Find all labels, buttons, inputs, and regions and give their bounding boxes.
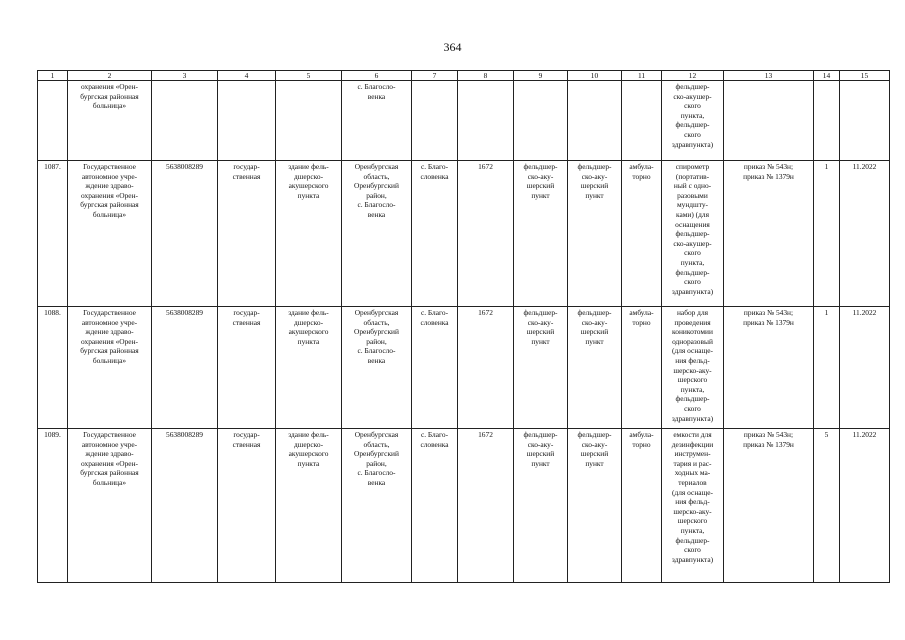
cell-text-line: государ- [233, 162, 260, 171]
cell-text-line: с. Благо- [420, 430, 449, 439]
table-cell [568, 81, 622, 161]
table-cell [458, 81, 514, 161]
cell-text-line: шерский [580, 449, 609, 459]
cell-text-line: шерского [677, 516, 708, 526]
cell-text-line: фельдшер- [675, 229, 710, 239]
cell-text-line: торно [632, 171, 651, 181]
table-cell [342, 81, 412, 161]
column-number: 3 [152, 71, 218, 81]
cell-text-line: пункт [585, 190, 604, 200]
cell-text-line: торно [632, 439, 651, 449]
table-cell [458, 307, 514, 429]
column-number: 11 [622, 71, 662, 81]
column-number: 14 [814, 71, 840, 81]
cell-text-line: Государственное [83, 308, 136, 317]
cell-text-line: приказ № 543н; [743, 430, 794, 439]
table-cell [814, 161, 840, 307]
cell-text-line: дшерско- [293, 171, 324, 181]
cell-text-line: 1 [824, 162, 829, 171]
cell-text-line: шерский [580, 181, 609, 191]
cell-text-line: фельдшер- [523, 162, 558, 171]
table-cell [568, 429, 622, 583]
cell-text-line: государ- [233, 430, 260, 439]
cell-text-line: спирометр [675, 162, 710, 171]
column-number: 2 [68, 71, 152, 81]
table-cell [514, 429, 568, 583]
table-cell [724, 307, 814, 429]
cell-text-line: Оренбургская [354, 430, 399, 439]
cell-text-line: здравпункта) [671, 554, 714, 564]
cell-text-line: пункт [585, 336, 604, 346]
cell-text-line: район, [366, 336, 387, 346]
cell-text-line: шерский [526, 449, 555, 459]
cell-text-line: пункта [297, 190, 320, 200]
cell-text-line: ского [684, 277, 701, 287]
table-cell [276, 81, 342, 161]
cell-text-line: словенка [420, 317, 449, 327]
cell-text-line: словенка [420, 439, 449, 449]
cell-text-line: коникотомии [672, 327, 713, 337]
cell-text-line: пункта [297, 336, 320, 346]
cell-text-line: район, [366, 458, 387, 468]
column-number: 1 [38, 71, 68, 81]
cell-text-line: ждение здраво- [85, 449, 134, 459]
column-number: 4 [218, 71, 276, 81]
cell-text-line: Оренбургская [354, 308, 399, 317]
table-cell [152, 429, 218, 583]
cell-text-line: (для оснаще- [672, 346, 713, 356]
cell-text-line: тария и рас- [673, 458, 712, 468]
cell-text-line: фельдшер- [523, 308, 558, 317]
cell-text-line: с. Благосло- [357, 468, 396, 478]
cell-text-line: бургская районная [80, 91, 139, 101]
cell-text-line: охранения «Орен- [81, 190, 138, 200]
cell-text-line: ходных ма- [674, 468, 711, 478]
cell-text-line: одноразовый [672, 336, 713, 346]
column-number: 5 [276, 71, 342, 81]
cell-text-line: амбула- [629, 308, 654, 317]
table-cell [38, 81, 68, 161]
cell-text-line: фельдшер- [675, 267, 710, 277]
cell-text-line: дшерско- [293, 317, 324, 327]
table-cell [514, 307, 568, 429]
cell-text-line: Государственное [83, 162, 136, 171]
table-row [38, 81, 890, 161]
cell-text-line: инструмен- [674, 449, 711, 459]
cell-text-line: фельдшер- [577, 308, 612, 317]
cell-text-line: приказ № 543н; [743, 162, 794, 171]
cell-text-line: шерско-аку- [673, 506, 712, 516]
cell-text-line: 5638008289 [166, 308, 203, 317]
cell-text-line: венка [367, 477, 386, 487]
cell-text-line: ско-акушер- [673, 238, 712, 248]
column-number: 6 [342, 71, 412, 81]
table-cell [568, 161, 622, 307]
cell-text-line: район, [366, 190, 387, 200]
cell-text-line: пункт [531, 190, 550, 200]
cell-text-line: шерский [526, 327, 555, 337]
cell-text-line: здравпункта) [671, 286, 714, 296]
cell-text-line: ского [684, 101, 701, 111]
cell-text-line: ско-аку- [581, 317, 608, 327]
page-number: 364 [443, 40, 462, 54]
cell-text-line: 5638008289 [166, 430, 203, 439]
cell-text-line: акушерского [288, 181, 329, 191]
cell-text-line: больница» [92, 209, 127, 219]
cell-text-line: ками) (для [675, 209, 709, 219]
table-cell [622, 307, 662, 429]
cell-text-line: ско-акушер- [673, 91, 712, 101]
table-cell [412, 429, 458, 583]
column-number: 13 [724, 71, 814, 81]
table-cell [840, 81, 890, 161]
cell-text-line: фельдшер- [675, 120, 710, 130]
cell-text-line: с. Благосло- [357, 82, 396, 91]
table-cell [412, 161, 458, 307]
cell-text-line: (портатив- [675, 171, 710, 181]
cell-text-line: больница» [92, 477, 127, 487]
table-cell [514, 161, 568, 307]
cell-text-line: охранения «Орен- [81, 82, 138, 91]
cell-text-line: охранения «Орен- [81, 458, 138, 468]
column-number: 9 [514, 71, 568, 81]
table-cell [622, 429, 662, 583]
cell-text-line: автономное учре- [81, 317, 138, 327]
cell-text-line: акушерского [288, 327, 329, 337]
cell-text-line: 5638008289 [166, 162, 203, 171]
table-cell [152, 81, 218, 161]
table-cell [342, 161, 412, 307]
table-cell [152, 161, 218, 307]
table-cell [276, 307, 342, 429]
column-number: 10 [568, 71, 622, 81]
table-cell [68, 429, 152, 583]
table-cell [38, 429, 68, 583]
table-cell [662, 307, 724, 429]
cell-text-line: область, [363, 439, 390, 449]
registry-table [37, 70, 890, 583]
cell-text-line: ственная [232, 439, 261, 449]
cell-text-line: дезинфекции [671, 439, 714, 449]
cell-text-line: ско-аку- [527, 317, 554, 327]
cell-text-line: шерский [526, 181, 555, 191]
table-cell [276, 429, 342, 583]
cell-text-line: область, [363, 171, 390, 181]
cell-text-line: здание фель- [288, 162, 329, 171]
table-cell [814, 307, 840, 429]
table-cell [814, 81, 840, 161]
cell-text-line: Оренбургский [354, 327, 399, 337]
table-cell [218, 161, 276, 307]
cell-text-line: пункта, [680, 257, 705, 267]
cell-text-line: с. Благо- [420, 308, 449, 317]
cell-text-line: больница» [92, 355, 127, 365]
cell-text-line: ско-аку- [527, 171, 554, 181]
cell-text-line: ждение здраво- [85, 181, 134, 191]
cell-text-line: здание фель- [288, 308, 329, 317]
cell-text-line: мундшту- [676, 200, 709, 210]
cell-text-line: ско-аку- [527, 439, 554, 449]
cell-text-line: ный с одно- [673, 181, 712, 191]
cell-text-line: ского [684, 129, 701, 139]
cell-text-line: пункта [297, 458, 320, 468]
cell-text-line: ско-аку- [581, 439, 608, 449]
cell-text-line: 11.2022 [852, 430, 877, 439]
cell-text-line: с. Благо- [420, 162, 449, 171]
cell-text-line: амбула- [629, 430, 654, 439]
column-number: 7 [412, 71, 458, 81]
table-cell [218, 429, 276, 583]
cell-text-line: больница» [92, 101, 127, 111]
cell-text-line: пункт [585, 458, 604, 468]
cell-text-line: область, [363, 317, 390, 327]
cell-text-line: с. Благосло- [357, 200, 396, 210]
table-cell [662, 81, 724, 161]
table-cell [412, 81, 458, 161]
table-cell [724, 429, 814, 583]
cell-text-line: 1672 [478, 308, 493, 317]
cell-text-line: здание фель- [288, 430, 329, 439]
table-body [38, 81, 890, 583]
cell-text-line: 1088. [44, 308, 61, 317]
table-cell [840, 429, 890, 583]
cell-text-line: ждение здраво- [85, 327, 134, 337]
cell-text-line: фельдшер- [577, 162, 612, 171]
cell-text-line: 1672 [478, 430, 493, 439]
cell-text-line: венка [367, 91, 386, 101]
cell-text-line: 1087. [44, 162, 61, 171]
table-cell [840, 161, 890, 307]
table-cell [68, 161, 152, 307]
column-number: 15 [840, 71, 890, 81]
cell-text-line: приказ № 543н; [743, 308, 794, 317]
cell-text-line: акушерского [288, 449, 329, 459]
cell-text-line: фельдшер- [675, 535, 710, 545]
cell-text-line: автономное учре- [81, 171, 138, 181]
table-row [38, 429, 890, 583]
cell-text-line: ско-аку- [581, 171, 608, 181]
cell-text-line: 5 [824, 430, 829, 439]
cell-text-line: ственная [232, 171, 261, 181]
cell-text-line: фельдшер- [577, 430, 612, 439]
cell-text-line: ского [684, 545, 701, 555]
cell-text-line: приказ № 1379н [743, 171, 794, 181]
cell-text-line: ственная [232, 317, 261, 327]
table-cell [568, 307, 622, 429]
table-cell [514, 81, 568, 161]
table-cell [276, 161, 342, 307]
cell-text-line: пункта, [680, 525, 705, 535]
cell-text-line: словенка [420, 171, 449, 181]
table-cell [622, 161, 662, 307]
cell-text-line: торно [632, 317, 651, 327]
table-cell [622, 81, 662, 161]
table-cell [724, 161, 814, 307]
cell-text-line: ского [684, 403, 701, 413]
cell-text-line: 1672 [478, 162, 493, 171]
cell-text-line: пункт [531, 458, 550, 468]
cell-text-line: охранения «Орен- [81, 336, 138, 346]
table-cell [342, 429, 412, 583]
table-cell [662, 429, 724, 583]
cell-text-line: шерский [580, 327, 609, 337]
cell-text-line: приказ № 1379н [743, 439, 794, 449]
cell-text-line: пункт [531, 336, 550, 346]
cell-text-line: оснащения [675, 219, 710, 229]
cell-text-line: венка [367, 209, 386, 219]
cell-text-line: проведения [674, 317, 711, 327]
cell-text-line: пункта, [680, 384, 705, 394]
table-cell [724, 81, 814, 161]
cell-text-line: ния фельд- [675, 355, 710, 365]
table-cell [412, 307, 458, 429]
table-row [38, 307, 890, 429]
cell-text-line: шерско-аку- [673, 365, 712, 375]
table-cell [68, 81, 152, 161]
cell-text-line: 1 [824, 308, 829, 317]
table-cell [218, 307, 276, 429]
cell-text-line: автономное учре- [81, 439, 138, 449]
cell-text-line: ского [684, 248, 701, 258]
cell-text-line: емкости для [673, 430, 712, 439]
cell-text-line: 11.2022 [852, 308, 877, 317]
cell-text-line: фельдшер- [523, 430, 558, 439]
table-cell [38, 161, 68, 307]
table-cell [458, 429, 514, 583]
cell-text-line: 11.2022 [852, 162, 877, 171]
cell-text-line: набор для [676, 308, 709, 317]
cell-text-line: здравпункта) [671, 413, 714, 423]
cell-text-line: ния фельд- [675, 497, 710, 507]
cell-text-line: Оренбургский [354, 181, 399, 191]
table-cell [840, 307, 890, 429]
cell-text-line: шерского [677, 375, 708, 385]
table-cell [68, 307, 152, 429]
column-number-row [38, 71, 890, 81]
table-cell [662, 161, 724, 307]
cell-text-line: разовыми [677, 190, 708, 200]
cell-text-line: Государственное [83, 430, 136, 439]
cell-text-line: 1089. [44, 430, 61, 439]
table-cell [458, 161, 514, 307]
table-cell [152, 307, 218, 429]
table-cell [814, 429, 840, 583]
cell-text-line: фельдшер- [675, 394, 710, 404]
cell-text-line: Оренбургская [354, 162, 399, 171]
cell-text-line: амбула- [629, 162, 654, 171]
cell-text-line: дшерско- [293, 439, 324, 449]
cell-text-line: венка [367, 355, 386, 365]
cell-text-line: фельдшер- [675, 82, 710, 91]
table-cell [218, 81, 276, 161]
cell-text-line: приказ № 1379н [743, 317, 794, 327]
cell-text-line: (для оснаще- [672, 487, 713, 497]
cell-text-line: здравпункта) [671, 139, 714, 149]
column-number: 12 [662, 71, 724, 81]
table-row [38, 161, 890, 307]
cell-text-line: бургская районная [80, 468, 139, 478]
cell-text-line: Оренбургский [354, 449, 399, 459]
table-cell [38, 307, 68, 429]
column-number: 8 [458, 71, 514, 81]
cell-text-line: бургская районная [80, 346, 139, 356]
table-cell [342, 307, 412, 429]
cell-text-line: с. Благосло- [357, 346, 396, 356]
cell-text-line: пункта, [680, 110, 705, 120]
cell-text-line: бургская районная [80, 200, 139, 210]
cell-text-line: государ- [233, 308, 260, 317]
cell-text-line: териалов [678, 477, 707, 487]
